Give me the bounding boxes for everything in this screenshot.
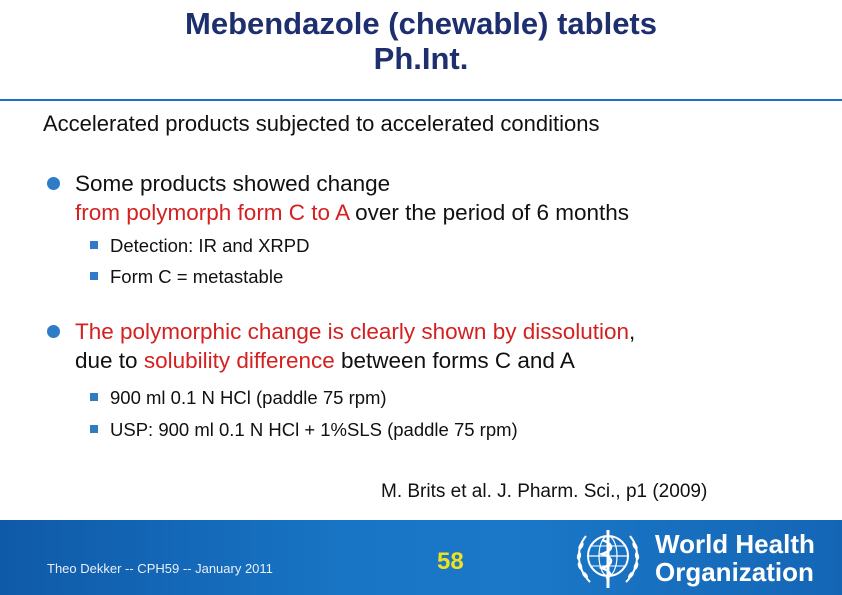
bullet-square-icon	[90, 241, 98, 249]
sub-bullet-1b	[90, 266, 283, 288]
who-wordmark-line-2: Organization	[655, 557, 814, 587]
bullet-1-line-2	[75, 198, 629, 227]
sub-bullet-1a-text: Detection: IR and XRPD	[110, 235, 310, 256]
bullet-square-icon	[90, 425, 98, 433]
bullet-dot-icon	[47, 177, 60, 190]
sub-bullet-2a	[90, 387, 387, 409]
presenter-info: Theo Dekker -- CPH59 -- January 2011	[47, 561, 273, 576]
title-line-2: Ph.Int.	[373, 41, 469, 76]
bullet-1-highlight: from polymorph form C to A	[75, 200, 349, 225]
bullet-2-line-2	[75, 346, 575, 375]
who-wordmark	[655, 530, 815, 586]
title-line-1: Mebendazole (chewable) tablets	[185, 6, 657, 41]
sub-bullet-1b-text: Form C = metastable	[110, 266, 284, 287]
bullet-2-line-2-rest: between forms C and A	[334, 348, 575, 373]
footer-bar	[0, 520, 842, 595]
bullet-2-line-1	[75, 317, 635, 346]
bullet-1	[47, 169, 827, 229]
who-emblem-icon	[572, 524, 644, 592]
bullet-square-icon	[90, 272, 98, 280]
who-wordmark-line-1: World Health	[655, 529, 815, 559]
bullet-dot-icon	[47, 325, 60, 338]
bullet-1-line-2-rest: over the period of 6 months	[348, 200, 630, 225]
bullet-2-highlight-2: solubility difference	[143, 348, 335, 373]
bullet-2	[47, 317, 827, 377]
citation: M. Brits et al. J. Pharm. Sci., p1 (2009)	[381, 481, 708, 502]
bullet-2-line-2-pre: due to	[75, 348, 144, 373]
slide-title	[0, 6, 842, 76]
slide-subtitle: Accelerated products subjected to accelerated conditions	[43, 111, 600, 136]
bullet-square-icon	[90, 393, 98, 401]
page-number: 58	[437, 548, 464, 575]
bullet-2-line-1-rest: ,	[629, 319, 636, 344]
sub-bullet-2b	[90, 419, 518, 441]
sub-bullet-2a-text: 900 ml 0.1 N HCl (paddle 75 rpm)	[110, 387, 387, 408]
title-divider	[0, 99, 842, 101]
bullet-2-highlight: The polymorphic change is clearly shown by dissolution	[75, 319, 630, 344]
sub-bullet-1a	[90, 235, 309, 257]
sub-bullet-2b-text: USP: 900 ml 0.1 N HCl + 1%SLS (paddle 75 rpm)	[110, 419, 518, 440]
bullet-1-line-1: Some products showed change	[75, 171, 391, 196]
